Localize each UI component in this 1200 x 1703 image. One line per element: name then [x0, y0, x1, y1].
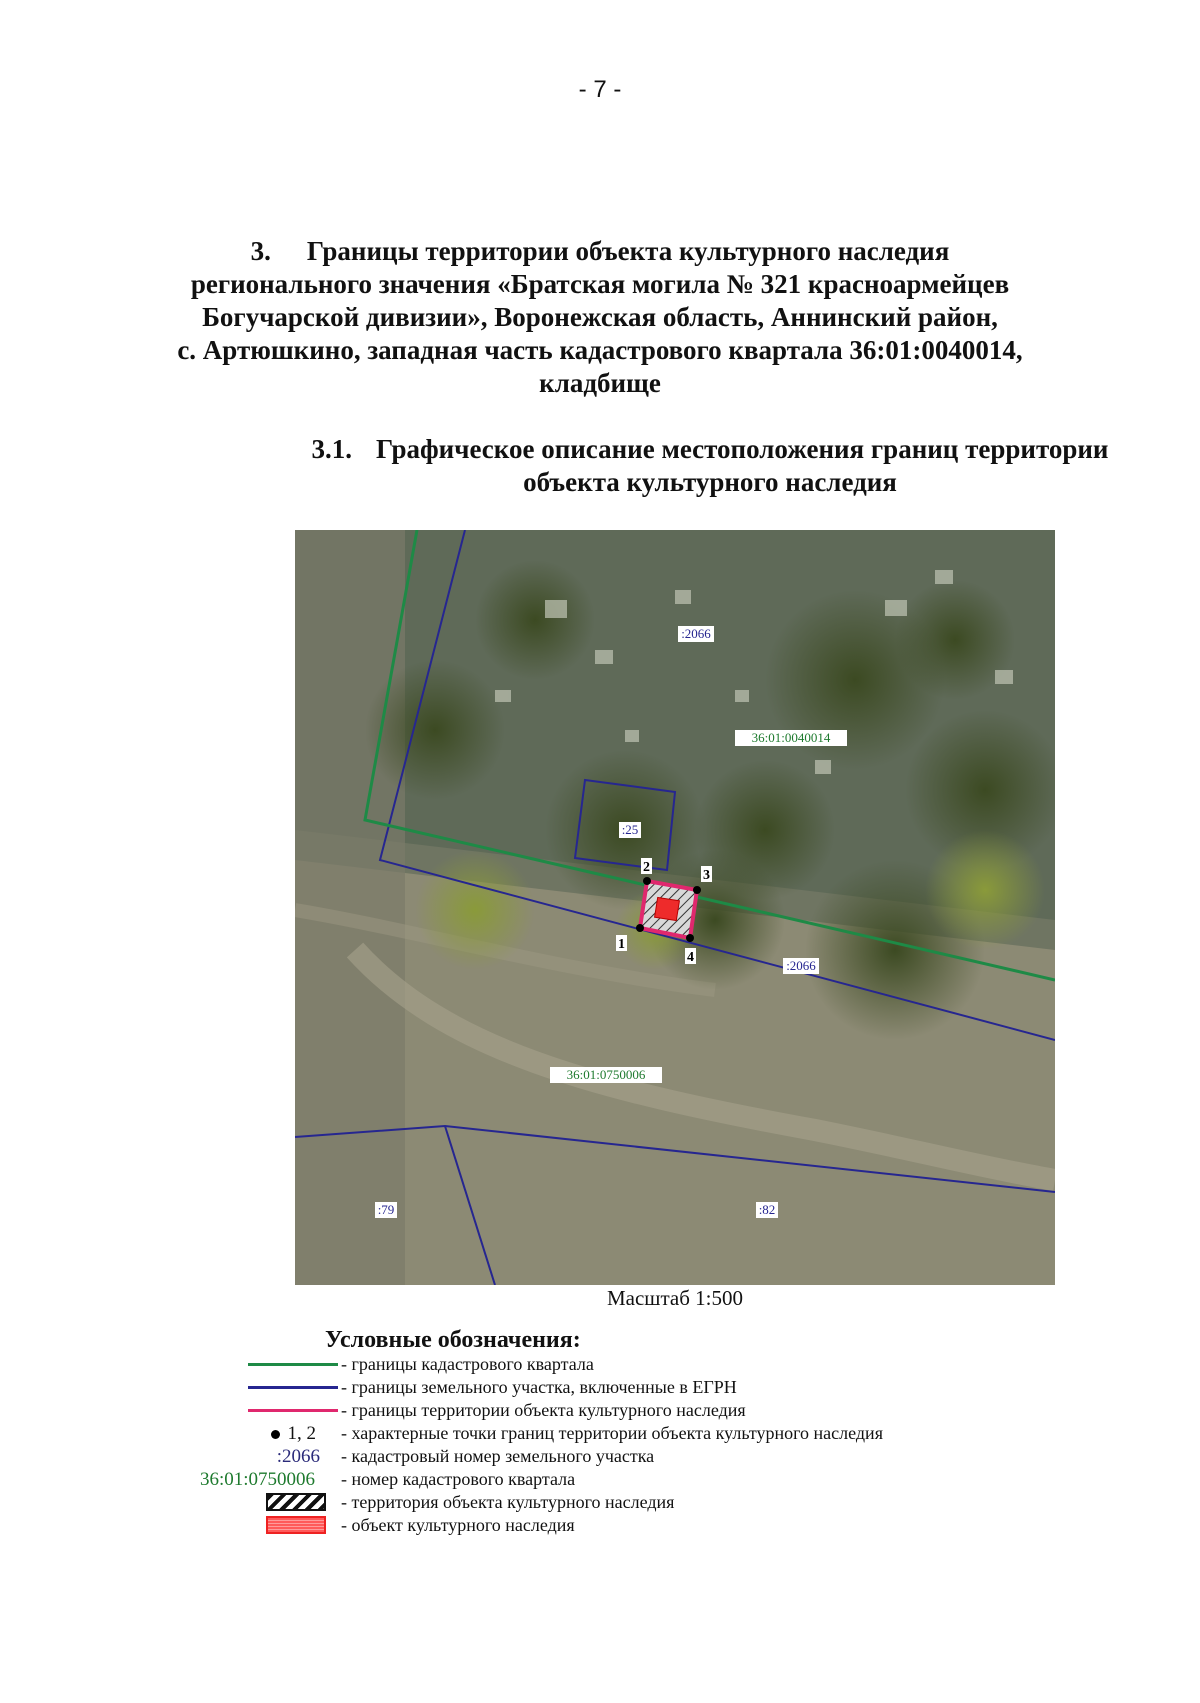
legend-quarter-number-symbol: 36:01:0750006 [200, 1469, 316, 1490]
red-fill-icon [266, 1516, 326, 1534]
point-1-marker [636, 924, 644, 932]
section-title-line-4: с. Артюшкино, западная часть кадастрового квартала 36:01:0040014, [177, 335, 1023, 365]
point-label-2: 2 [643, 860, 650, 875]
legend-item-parcel-number [180, 1446, 1080, 1469]
legend-item-parcel-boundary [180, 1377, 1080, 1400]
section-title [150, 235, 1050, 400]
section-title-line-3: Богучарской дивизии», Воронежская область, Аннинский район, [202, 302, 998, 332]
legend-desc: - номер кадастрового квартала [341, 1469, 576, 1489]
parcel-label-82: :82 [758, 1202, 776, 1217]
subsection-title-line-2: объекта культурного наследия [523, 467, 897, 497]
legend-desc: - кадастровый номер земельного участка [341, 1446, 655, 1466]
legend-item-heritage-territory [180, 1492, 1080, 1515]
green-line-icon [248, 1363, 338, 1366]
legend-title: Условные обозначения: [325, 1327, 581, 1353]
pink-line-icon [248, 1409, 338, 1412]
parcel-label-25: :25 [621, 822, 639, 837]
legend-item-heritage-boundary [180, 1400, 1080, 1423]
subsection-title [270, 433, 1150, 499]
point-label-1: 1 [618, 937, 625, 952]
subsection-number: 3.1. [311, 434, 352, 464]
point-4-marker [686, 934, 694, 942]
legend-item-heritage-object [180, 1515, 1080, 1538]
section-title-line-1: Границы территории объекта культурного наследия [306, 236, 950, 266]
heritage-object [655, 897, 680, 920]
quarter-label-0750006: 36:01:0750006 [566, 1067, 646, 1082]
map-scale: Масштаб 1:500 [606, 1286, 743, 1310]
parcel-label-2066-bottom: :2066 [786, 958, 816, 973]
blue-line-icon [248, 1386, 338, 1389]
cadastral-map [295, 530, 1055, 1285]
legend-desc: - характерные точки границ территории объекта культурного наследия [341, 1423, 883, 1443]
legend-item-quarter-boundary [180, 1354, 1080, 1377]
point-2-marker [643, 877, 651, 885]
point-dot-icon [271, 1430, 280, 1439]
section-title-line-5: кладбище [539, 368, 661, 398]
legend-desc: - границы территории объекта культурного наследия [341, 1400, 746, 1420]
page-number: - 7 - [578, 76, 622, 103]
legend-desc: - территория объекта культурного наследия [341, 1492, 675, 1512]
legend-parcel-number-symbol: :2066 [276, 1446, 320, 1467]
legend-desc: - объект культурного наследия [341, 1515, 575, 1535]
section-number: 3. [250, 236, 271, 266]
legend-item-characteristic-points [180, 1423, 1080, 1446]
legend-item-quarter-number [180, 1469, 1080, 1492]
point-label-4: 4 [687, 950, 694, 965]
point-3-marker [693, 886, 701, 894]
parcel-label-79: :79 [377, 1202, 395, 1217]
hatch-fill-icon [266, 1493, 326, 1511]
section-title-line-2: регионального значения «Братская могила № 321 красноармейцев [190, 269, 1010, 299]
map-svg [295, 530, 1055, 1285]
legend-point-symbol: 1, 2 [287, 1423, 316, 1444]
point-label-3: 3 [703, 868, 710, 883]
legend-desc: - границы кадастрового квартала [341, 1354, 594, 1374]
quarter-label-0040014: 36:01:0040014 [751, 730, 831, 745]
legend-desc: - границы земельного участка, включенные в ЕГРН [341, 1377, 737, 1397]
subsection-title-line-1: Графическое описание местоположения границ территории [376, 434, 1109, 464]
parcel-label-2066-top: :2066 [681, 626, 711, 641]
